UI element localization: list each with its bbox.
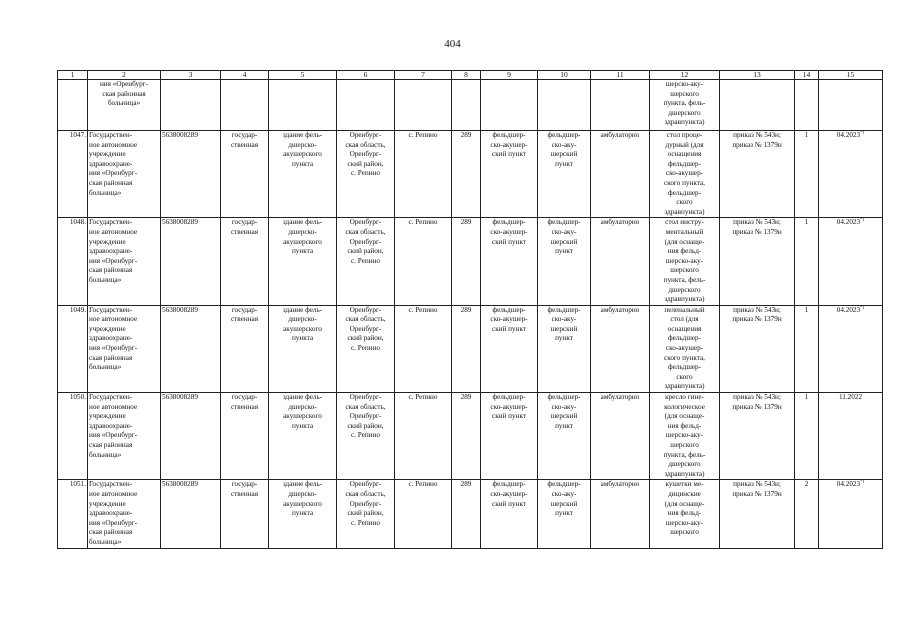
- cell-inn: [161, 480, 221, 548]
- cell-address: [337, 218, 395, 305]
- table-row: [58, 218, 883, 305]
- cell-equipment: [650, 393, 720, 480]
- cell-building-text: здание фель- дшерско- акушерского пункта: [282, 480, 323, 518]
- cell-quantity-text: 1: [804, 131, 809, 139]
- column-number: 9: [481, 71, 538, 80]
- column-number: 7: [395, 71, 452, 80]
- cell-unit-name-text: фельдшер- ско-аку- шерский пункт: [547, 131, 581, 168]
- cell-row-number: [58, 131, 88, 218]
- cell-empty: [591, 80, 650, 131]
- cell-locality-text: с. Репино: [408, 218, 438, 227]
- cell-care-form: [591, 480, 650, 548]
- cell-building: [269, 131, 337, 218]
- cell-unit-type: [481, 480, 538, 548]
- cell-locality: [395, 393, 452, 480]
- cell-ownership-text: государ- ственная: [230, 480, 259, 498]
- cell-organization-text: Государствен- ное автономное учреждение здравоохране- ния «Оренбург- ская районная больница»: [89, 480, 138, 546]
- cell-locality: [395, 218, 452, 305]
- cell-equipment: [650, 218, 720, 305]
- cell-locality: [395, 131, 452, 218]
- cell-empty: [58, 80, 88, 131]
- cell-quantity-text: 1: [804, 305, 809, 314]
- cell-unit-name: [538, 305, 591, 392]
- cell-organization-text: Государствен- ное автономное учреждение здравоохране- ния «Оренбург- ская районная больница»: [89, 393, 138, 459]
- cell-order-text: приказ № 543н; приказ № 1379н: [732, 218, 782, 236]
- cell-building-text: здание фель- дшерско- акушерского пункта: [282, 218, 323, 256]
- cell-row-number: [58, 393, 88, 480]
- footnote-mark: *): [860, 130, 865, 136]
- cell-building-text: здание фель- дшерско- акушерского пункта: [282, 305, 323, 343]
- cell-date-text: 04.2023: [836, 480, 861, 489]
- cell-date: [819, 393, 883, 480]
- cell-address: [337, 305, 395, 392]
- cell-organization-text: Государствен- ное автономное учреждение здравоохране- ния «Оренбург- ская районная больница»: [89, 305, 138, 372]
- cell-date: [819, 131, 883, 218]
- cell-order-text: приказ № 543н; приказ № 1379н: [732, 480, 782, 498]
- cell-quantity: [795, 131, 819, 218]
- cell-empty: [481, 80, 538, 131]
- cell-order: [720, 393, 795, 480]
- cell-building: [269, 480, 337, 548]
- column-number: 8: [452, 71, 481, 80]
- cell-empty: [819, 80, 883, 131]
- column-number: 15: [819, 71, 883, 80]
- cell-order: [720, 218, 795, 305]
- cell-code: [452, 393, 481, 480]
- cell-care-form-text: амбулаторно: [600, 480, 640, 489]
- cell-address-text: Оренбург- ская область, Оренбург- ский район, с. Репино: [345, 218, 386, 265]
- column-number: 10: [538, 71, 591, 80]
- cell-inn-text: 5638008289: [162, 480, 198, 489]
- cell-ownership-text: государ- ственная: [230, 305, 259, 324]
- column-number: 6: [337, 71, 395, 80]
- cell-code-text: 289: [460, 131, 472, 139]
- column-number: 11: [591, 71, 650, 80]
- cell-row-number: [58, 218, 88, 305]
- cell-address-text: Оренбург- ская область, Оренбург- ский район, с. Репино: [345, 393, 386, 440]
- cell-ownership: [221, 480, 269, 548]
- cell-unit-name-text: фельдшер- ско-аку- шерский пункт: [547, 393, 581, 430]
- cell-empty: [452, 80, 481, 131]
- cell-order: [720, 480, 795, 548]
- cell-care-form: [591, 305, 650, 392]
- cell-quantity: [795, 218, 819, 305]
- cell-organization: [88, 131, 161, 218]
- cell-ownership: [221, 393, 269, 480]
- cell-care-form-text: амбулаторно: [600, 393, 640, 402]
- cell-order-text: приказ № 543н; приказ № 1379н: [732, 393, 782, 411]
- cell-unit-name: [538, 218, 591, 305]
- cell-empty: [221, 80, 269, 131]
- cell-code: [452, 480, 481, 548]
- cell-equipment: [650, 480, 720, 548]
- footnote-mark: *): [860, 217, 865, 223]
- cell-unit-name: [538, 393, 591, 480]
- column-number: 1: [58, 71, 88, 80]
- cell-unit-type: [481, 218, 538, 305]
- cell-code-text: 289: [460, 393, 472, 402]
- cell-code-text: 289: [460, 218, 472, 227]
- column-number: 5: [269, 71, 337, 80]
- cell-unit-type-text: фельдшер- ско-акушер- ский пункт: [490, 305, 528, 333]
- cell-address: [337, 393, 395, 480]
- cell-row-number-text: 1049.: [69, 305, 86, 314]
- column-number: 3: [161, 71, 221, 80]
- cell-unit-name-text: фельдшер- ско-аку- шерский пункт: [547, 218, 581, 256]
- footnote-mark: *): [860, 305, 865, 311]
- column-number: 14: [795, 71, 819, 80]
- column-number: 13: [720, 71, 795, 80]
- footnote-mark: *): [860, 479, 865, 485]
- cell-empty: [337, 80, 395, 131]
- cell-code: [452, 305, 481, 392]
- cell-unit-type-text: фельдшер- ско-акушер- ский пункт: [490, 218, 528, 246]
- cell-unit-type-text: фельдшер- ско-акушер- ский пункт: [490, 480, 528, 508]
- cell-row-number-text: 1047.: [69, 131, 86, 139]
- cell-organization: [88, 480, 161, 548]
- cell-inn: [161, 393, 221, 480]
- cell-care-form: [591, 218, 650, 305]
- cell-quantity: [795, 393, 819, 480]
- table-row: [58, 480, 883, 548]
- cell-organization: ния «Оренбург- ская районная больница»: [88, 80, 161, 131]
- cell-equipment-text: кресло гине- кологическое (для оснаще- ния фельд- шерско-аку- шерского пункта, фель- дшерского здравпункта): [663, 393, 706, 478]
- cell-care-form: [591, 131, 650, 218]
- cell-ownership: [221, 218, 269, 305]
- cell-quantity-text: 1: [804, 218, 809, 227]
- cell-date: [819, 218, 883, 305]
- equipment-table: [57, 70, 883, 549]
- cell-code: [452, 218, 481, 305]
- cell-inn-text: 5638008289: [162, 131, 198, 139]
- cell-date-text: 04.2023: [836, 218, 861, 227]
- cell-organization: [88, 305, 161, 392]
- cell-care-form: [591, 393, 650, 480]
- cell-address: [337, 131, 395, 218]
- cell-unit-type: [481, 131, 538, 218]
- cell-equipment: [650, 131, 720, 218]
- cell-equipment-text: пеленальный стол (для оснащения фельдшер- ско-акушер- ского пункта, фельдшер- ского здравпункта): [664, 305, 705, 391]
- cell-locality-text: с. Репино: [408, 480, 438, 489]
- cell-ownership: [221, 305, 269, 392]
- cell-locality: [395, 305, 452, 392]
- cell-row-number-text: 1051.: [69, 480, 86, 489]
- cell-quantity-text: 1: [804, 393, 809, 402]
- cell-empty: [161, 80, 221, 131]
- cell-building: [269, 218, 337, 305]
- cell-date-text: 11.2022: [838, 393, 863, 402]
- cell-row-number-text: 1050.: [69, 393, 86, 402]
- cell-unit-name: [538, 131, 591, 218]
- cell-locality-text: с. Репино: [408, 131, 438, 139]
- cell-unit-type-text: фельдшер- ско-акушер- ский пункт: [490, 393, 528, 421]
- cell-locality-text: с. Репино: [408, 393, 438, 402]
- cell-order-text: приказ № 543н; приказ № 1379н: [732, 305, 782, 324]
- cell-quantity: [795, 480, 819, 548]
- cell-locality-text: с. Репино: [408, 305, 438, 314]
- table-row: [58, 393, 883, 480]
- cell-date-text: 04.2023: [836, 305, 861, 314]
- cell-unit-name-text: фельдшер- ско-аку- шерский пункт: [547, 305, 581, 343]
- cell-care-form-text: амбулаторно: [600, 305, 640, 314]
- cell-ownership-text: государ- ственная: [230, 393, 259, 411]
- column-number: 2: [88, 71, 161, 80]
- cell-order-text: приказ № 543н; приказ № 1379н: [732, 131, 782, 149]
- cell-equipment-text: стол проце- дурный (для оснащения фельдшер- ско-акушер- ского пункта, фельдшер- ского здравпункта): [664, 131, 705, 216]
- cell-empty: [395, 80, 452, 131]
- cell-building: [269, 305, 337, 392]
- cell-address: [337, 480, 395, 548]
- cell-inn-text: 5638008289: [162, 218, 198, 227]
- cell-organization-text: Государствен- ное автономное учреждение здравоохране- ния «Оренбург- ская районная больница»: [89, 218, 138, 284]
- cell-unit-type-text: фельдшер- ско-акушер- ский пункт: [490, 131, 528, 159]
- cell-address-text: Оренбург- ская область, Оренбург- ский район, с. Репино: [345, 305, 386, 353]
- cell-equipment-text: кушетки ме- дицинские (для оснаще- ния фельд- шерско-аку- шерского: [664, 480, 705, 537]
- cell-equipment: [650, 305, 720, 392]
- cell-unit-name-text: фельдшер- ско-аку- шерский пункт: [547, 480, 581, 518]
- cell-inn-text: 5638008289: [162, 305, 198, 314]
- cell-code-text: 289: [460, 305, 472, 314]
- cell-date: [819, 480, 883, 548]
- cell-inn: [161, 131, 221, 218]
- cell-locality: [395, 480, 452, 548]
- cell-building-text: здание фель- дшерско- акушерского пункта: [282, 131, 323, 168]
- cell-building: [269, 393, 337, 480]
- cell-address-text: Оренбург- ская область, Оренбург- ский район, с. Репино: [345, 480, 386, 527]
- cell-inn: [161, 218, 221, 305]
- page-number: 404: [444, 38, 461, 50]
- cell-equipment-text: стол инстру- ментальный (для оснаще- ния фельд- шерско-аку- шерского пункта, фель- дшерского здравпункта): [663, 218, 706, 304]
- cell-empty: [795, 80, 819, 131]
- cell-organization: [88, 393, 161, 480]
- table-row: [58, 131, 883, 218]
- cell-quantity: [795, 305, 819, 392]
- cell-organization-text: Государствен- ное автономное учреждение здравоохране- ния «Оренбург- ская районная больница»: [89, 131, 138, 197]
- cell-empty: [269, 80, 337, 131]
- column-number-row: [58, 71, 883, 80]
- column-number: 4: [221, 71, 269, 80]
- cell-ownership-text: государ- ственная: [230, 131, 259, 149]
- column-number: 12: [650, 71, 720, 80]
- cell-empty: [720, 80, 795, 131]
- cell-order: [720, 131, 795, 218]
- cell-care-form-text: амбулаторно: [600, 131, 640, 139]
- cell-empty: [538, 80, 591, 131]
- cell-quantity-text: 2: [804, 480, 809, 489]
- cell-inn-text: 5638008289: [162, 393, 198, 402]
- cell-care-form-text: амбулаторно: [600, 218, 640, 227]
- cell-unit-type: [481, 393, 538, 480]
- cell-row-number: [58, 305, 88, 392]
- table-row: [58, 305, 883, 392]
- cell-order: [720, 305, 795, 392]
- cell-code: [452, 131, 481, 218]
- cell-date: [819, 305, 883, 392]
- cell-unit-type: [481, 305, 538, 392]
- cell-organization: [88, 218, 161, 305]
- cell-inn: [161, 305, 221, 392]
- cell-equipment: шерско-аку- шерского пункта, фель- дшерского здравпункта): [650, 80, 720, 131]
- continuation-row: [58, 80, 883, 131]
- cell-row-number-text: 1048.: [69, 218, 86, 227]
- cell-ownership: [221, 131, 269, 218]
- cell-ownership-text: государ- ственная: [230, 218, 259, 236]
- cell-building-text: здание фель- дшерско- акушерского пункта: [282, 393, 323, 430]
- cell-unit-name: [538, 480, 591, 548]
- cell-date-text: 04.2023: [836, 131, 861, 139]
- cell-row-number: [58, 480, 88, 548]
- cell-code-text: 289: [460, 480, 472, 489]
- cell-address-text: Оренбург- ская область, Оренбург- ский район, с. Репино: [345, 131, 386, 178]
